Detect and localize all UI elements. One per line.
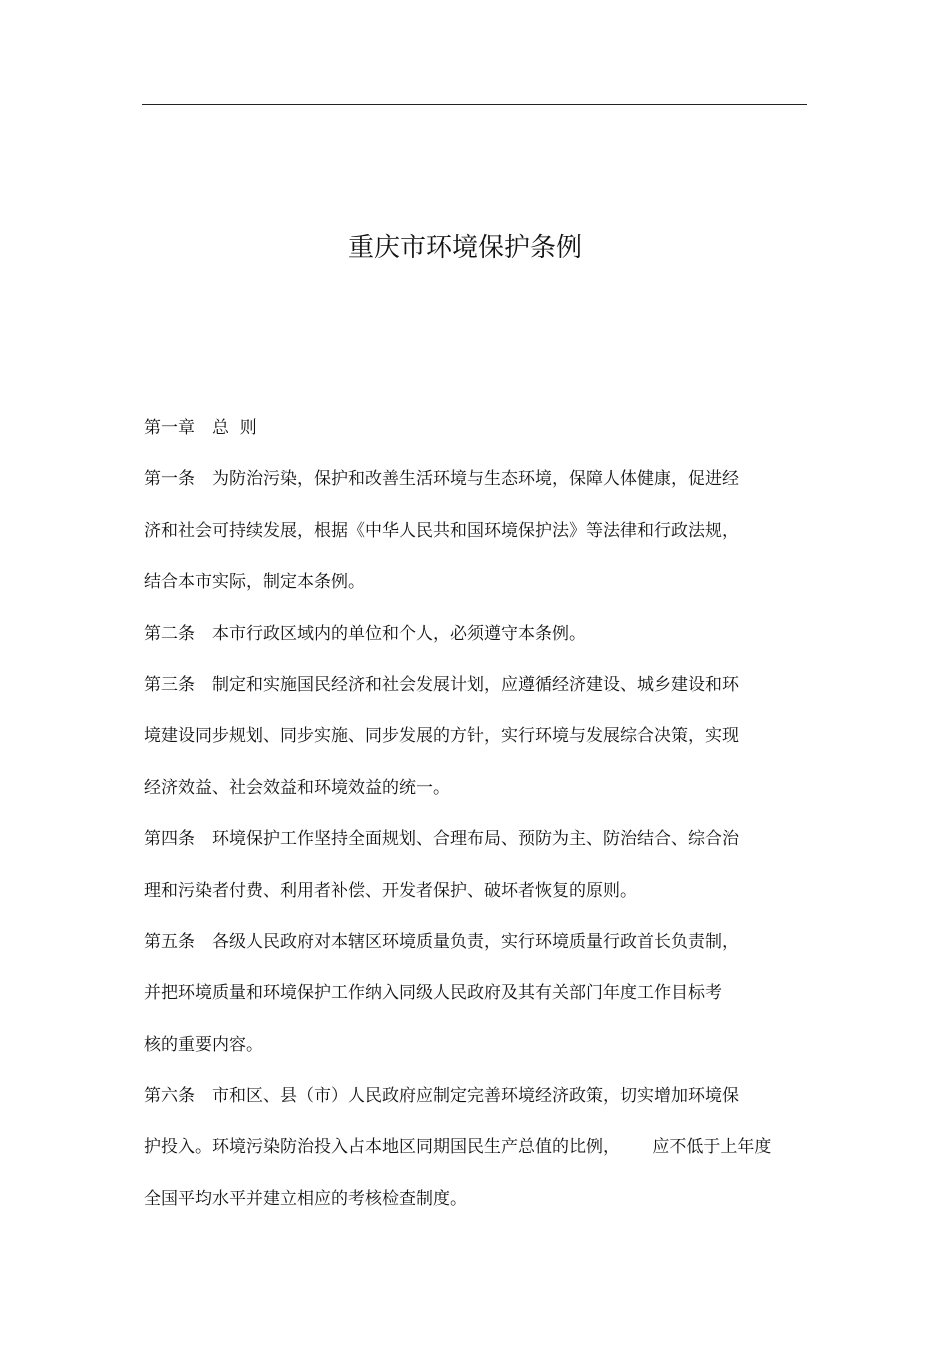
article-5-line-2: 并把环境质量和环境保护工作纳入同级人民政府及其有关部门年度工作目标考: [144, 983, 722, 1004]
article-2-line-1: 第二条 本市行政区域内的单位和个人，必须遵守本条例。: [144, 623, 586, 644]
article-5-line-3: 核的重要内容。: [144, 1034, 263, 1055]
article-4-line-1: 第四条 环境保护工作坚持全面规划、合理布局、预防为主、防治结合、综合治: [144, 829, 739, 850]
article-3-line-2: 境建设同步规划、同步实施、同步发展的方针，实行环境与发展综合决策，实现: [144, 726, 739, 747]
article-6-line-3: 全国平均水平并建立相应的考核检查制度。: [144, 1188, 467, 1209]
article-1-line-3: 结合本市实际，制定本条例。: [144, 572, 365, 593]
article-3-line-3: 经济效益、社会效益和环境效益的统一。: [144, 777, 450, 798]
header-rule: [142, 104, 807, 105]
article-3-line-1: 第三条 制定和实施国民经济和社会发展计划，应遵循经济建设、城乡建设和环: [144, 674, 739, 695]
article-1-line-1: 第一条 为防治污染，保护和改善生活环境与生态环境，保障人体健康，促进经: [144, 469, 739, 490]
article-5-line-1: 第五条 各级人民政府对本辖区环境质量负责，实行环境质量行政首长负责制，: [144, 931, 739, 952]
article-6-line-1: 第六条 市和区、县（市）人民政府应制定完善环境经济政策，切实增加环境保: [144, 1086, 739, 1107]
document-title: 重庆市环境保护条例: [347, 233, 582, 263]
article-1-line-2: 济和社会可持续发展，根据《中华人民共和国环境保护法》等法律和行政法规，: [144, 520, 739, 541]
article-4-line-2: 理和污染者付费、利用者补偿、开发者保护、破坏者恢复的原则。: [144, 880, 637, 901]
document-body: [144, 414, 824, 1236]
article-6-line-2: 护投入。环境污染防治投入占本地区同期国民生产总值的比例， 应不低于上年度: [144, 1137, 772, 1158]
chapter-heading: 第一章 总 则: [144, 418, 257, 438]
